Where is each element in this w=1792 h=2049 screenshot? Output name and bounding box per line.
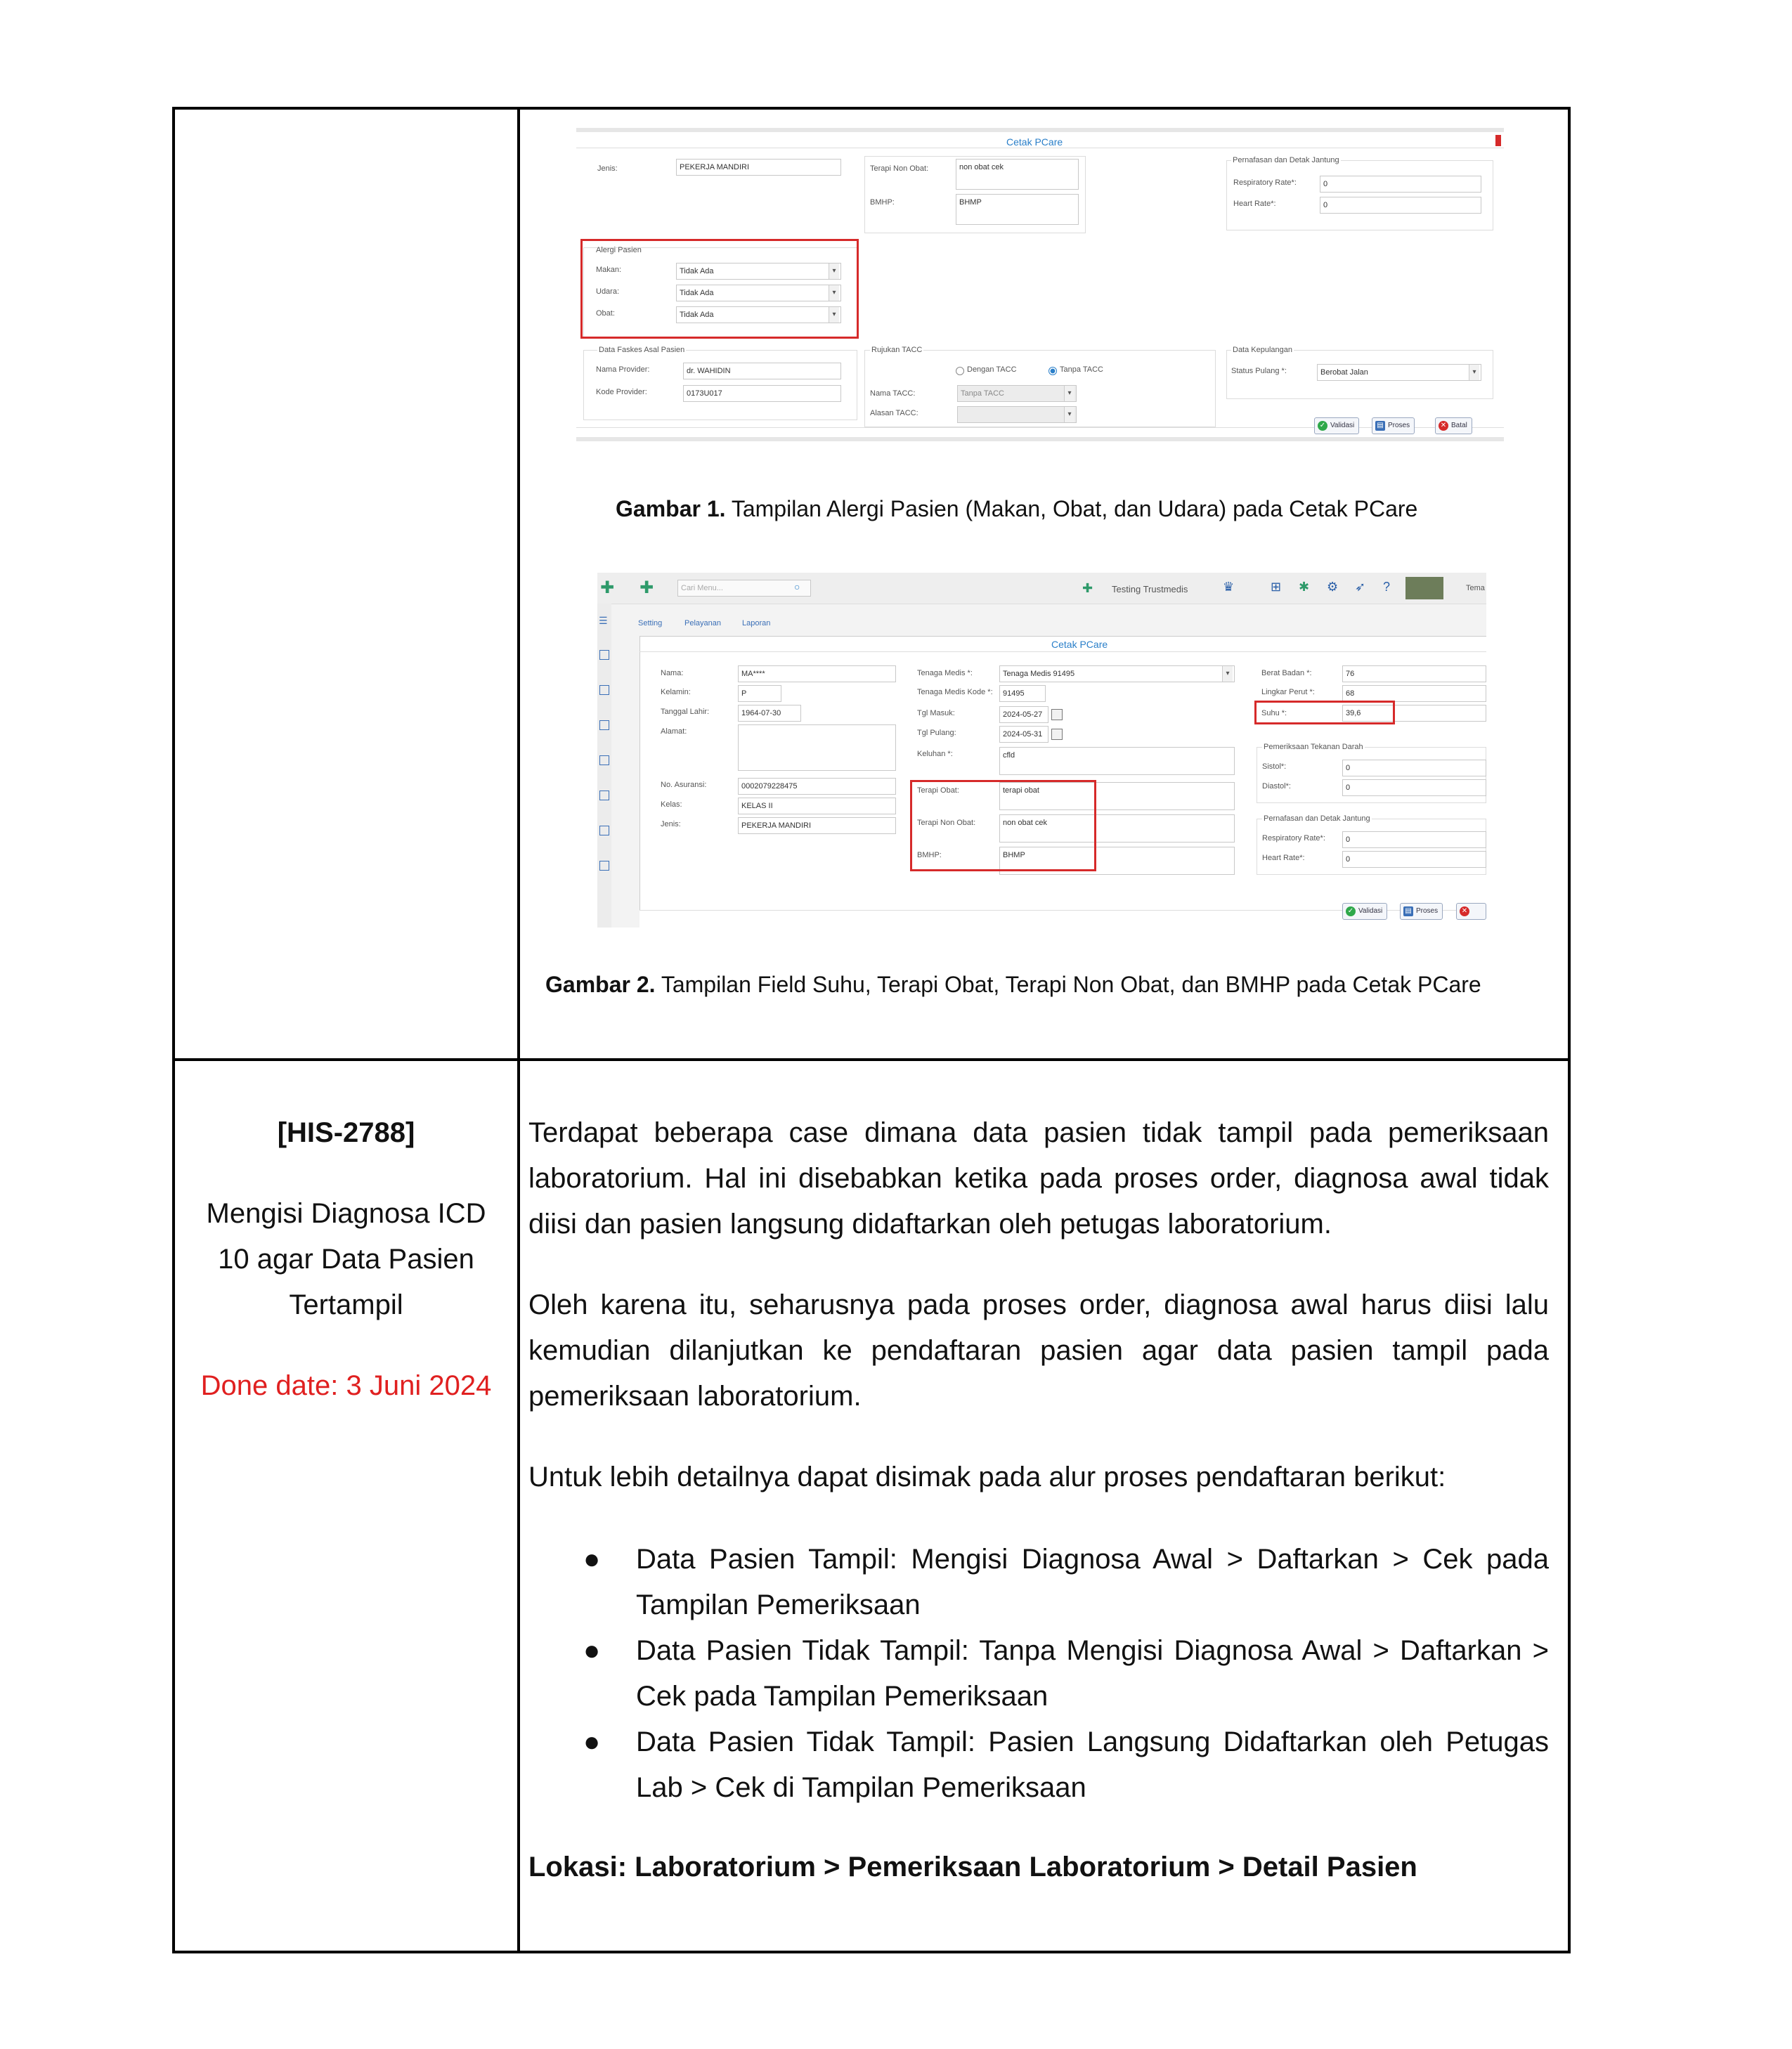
berat-label: Berat Badan *: — [1261, 669, 1312, 677]
pernafasan-group — [1226, 160, 1493, 230]
obat-label: Obat: — [596, 309, 615, 318]
app-logo-icon: ✚ — [600, 578, 615, 597]
user-name: Tema — [1466, 584, 1485, 592]
bullet-item-2: Data Pasien Tidak Tampil: Tanpa Mengisi Diagnosa Awal > Daftarkan > Cek pada Tampilan Pemeriksaan — [636, 1635, 1549, 1712]
basket-icon[interactable]: ⊞ — [1271, 580, 1282, 594]
kelas-label: Kelas: — [661, 800, 682, 809]
kelamin-field[interactable]: P — [738, 685, 781, 702]
search-input[interactable]: Cari Menu... — [677, 580, 811, 597]
ticket-title-line-3: Tertampil — [289, 1289, 403, 1320]
alasan-tacc-label: Alasan TACC: — [870, 409, 918, 417]
sidebar-icon-2[interactable] — [599, 685, 609, 695]
heart-field[interactable]: 0 — [1342, 851, 1486, 868]
udara-select[interactable]: Tidak Ada ▾ — [676, 285, 841, 301]
sidebar-icon-5[interactable] — [599, 791, 609, 800]
proses-button[interactable]: ▤ Proses — [1372, 417, 1415, 434]
lingkar-label: Lingkar Perut *: — [1261, 688, 1315, 696]
org-name: Testing Trustmedis — [1112, 584, 1188, 594]
sidebar-icon-4[interactable] — [599, 755, 609, 765]
nama-label: Nama: — [661, 669, 684, 677]
bullet-dot: ● — [583, 1726, 601, 1757]
tenaga-medis-label: Tenaga Medis *: — [917, 669, 973, 677]
alamat-label: Alamat: — [661, 727, 687, 736]
printer-icon: ▤ — [1375, 421, 1385, 431]
heart-field[interactable]: 0 — [1320, 197, 1481, 214]
terapi-non-obat-field[interactable]: non obat cek — [956, 159, 1079, 190]
kepulangan-legend: Data Kepulangan — [1233, 346, 1293, 354]
tanpa-tacc-label: Tanpa TACC — [1060, 365, 1103, 374]
calendar-icon[interactable] — [1051, 709, 1063, 720]
bullet-dot: ● — [583, 1635, 601, 1666]
bmhp-label: BMHP: — [870, 198, 895, 207]
jenis-label: Jenis: — [661, 820, 681, 828]
terapi-obat-label: Terapi Obat: — [917, 786, 959, 795]
alamat-field[interactable] — [738, 724, 896, 771]
calendar-icon[interactable] — [1051, 729, 1063, 740]
resp-field[interactable]: 0 — [1320, 176, 1481, 193]
gear-icon[interactable]: ⚙ — [1327, 580, 1339, 594]
tgl-pulang-label: Tgl Pulang: — [917, 729, 956, 737]
rocket-icon[interactable]: ➶ — [1355, 580, 1366, 594]
no-asuransi-field[interactable]: 0002079228475 — [738, 778, 896, 795]
jenis-field[interactable]: PEKERJA MANDIRI — [676, 159, 841, 176]
org-icon: ✚ — [1082, 581, 1093, 595]
batal-button[interactable]: ✕ Batal — [1435, 417, 1472, 434]
plus-icon[interactable]: ✚ — [639, 578, 654, 597]
bullet-dot: ● — [583, 1544, 601, 1575]
kelas-field[interactable]: KELAS II — [738, 798, 896, 814]
menu-icon[interactable]: ☰ — [599, 615, 608, 626]
figure-2-screenshot — [597, 573, 1486, 928]
pernafasan-legend: Pernafasan dan Detak Jantung — [1264, 814, 1370, 823]
figure-1-screenshot — [576, 128, 1504, 444]
alergi-legend: Alergi Pasien — [596, 246, 642, 254]
validasi-button[interactable]: ✓ Validasi — [1342, 903, 1387, 920]
radio-tanpa-tacc[interactable] — [1048, 367, 1057, 375]
dialog-title: Cetak PCare — [1051, 639, 1108, 650]
sidebar-icon-3[interactable] — [599, 720, 609, 730]
help-icon[interactable]: ? — [1383, 580, 1391, 594]
printer-icon: ▤ — [1403, 906, 1413, 916]
jenis-label: Jenis: — [597, 164, 618, 173]
lingkar-field[interactable]: 68 — [1342, 685, 1486, 702]
cancel-icon: ✕ — [1439, 421, 1448, 431]
berat-field[interactable]: 76 — [1342, 665, 1486, 682]
dengan-tacc-label: Dengan TACC — [967, 365, 1017, 374]
nama-field[interactable]: MA**** — [738, 665, 896, 682]
ticket-title-line-1: Mengisi Diagnosa ICD — [206, 1198, 486, 1229]
bmhp-label: BMHP: — [917, 851, 942, 859]
keluhan-field[interactable]: cfld — [999, 747, 1235, 775]
paragraph-2: Oleh karena itu, seharusnya pada proses order, diagnosa awal harus diisi lalu kemudian dilanjutkan ke pendaftaran pasien agar data pasien tampil pada pemeriksaan laboratorium. — [528, 1289, 1549, 1412]
nama-tacc-label: Nama TACC: — [870, 389, 916, 398]
pernafasan-legend: Pernafasan dan Detak Jantung — [1233, 156, 1339, 164]
resp-label: Respiratory Rate*: — [1262, 834, 1325, 843]
menu-laporan[interactable]: Laporan — [742, 619, 771, 627]
ticket-title-line-2: 10 agar Data Pasien — [218, 1244, 474, 1275]
sidebar-icon-1[interactable] — [599, 650, 609, 660]
close-icon[interactable] — [1495, 135, 1501, 146]
sistol-label: Sistol*: — [1262, 762, 1287, 771]
resp-field[interactable]: 0 — [1342, 831, 1486, 848]
rujukan-legend: Rujukan TACC — [871, 346, 923, 354]
keluhan-label: Keluhan *: — [917, 750, 953, 758]
sidebar-icon-7[interactable] — [599, 861, 609, 871]
highlight-terapi — [910, 780, 1096, 871]
sidebar-icon-6[interactable] — [599, 826, 609, 835]
dialog-title: Cetak PCare — [1006, 136, 1063, 148]
check-icon: ✓ — [1318, 421, 1327, 431]
puzzle-icon[interactable]: ✱ — [1299, 580, 1310, 594]
radio-dengan-tacc[interactable] — [956, 367, 964, 375]
terapi-non-obat-label: Terapi Non Obat: — [870, 164, 929, 173]
terapi-obat-field[interactable]: terapi obat — [999, 782, 1235, 810]
tgl-lahir-field[interactable]: 1964-07-30 — [738, 705, 801, 722]
menu-setting[interactable]: Setting — [638, 619, 663, 627]
validasi-button[interactable]: ✓ Validasi — [1314, 417, 1359, 434]
menu-pelayanan[interactable]: Pelayanan — [684, 619, 721, 627]
tenaga-medis-kode-field[interactable]: 91495 — [999, 685, 1046, 702]
cancel-icon: ✕ — [1460, 906, 1469, 916]
udara-label: Udara: — [596, 287, 620, 296]
lokasi-text: Lokasi: Laboratorium > Pemeriksaan Laboratorium > Detail Pasien — [528, 1852, 1417, 1882]
heart-label: Heart Rate*: — [1262, 854, 1305, 862]
status-pulang-label: Status Pulang *: — [1231, 367, 1287, 375]
status-pulang-select[interactable]: Berobat Jalan ▾ — [1317, 364, 1481, 381]
bmhp-field[interactable]: BHMP — [956, 194, 1079, 225]
suhu-label: Suhu *: — [1261, 709, 1287, 717]
crown-icon[interactable]: ♛ — [1223, 580, 1235, 594]
faskes-legend: Data Faskes Asal Pasien — [599, 346, 685, 354]
diastol-field[interactable]: 0 — [1342, 779, 1486, 796]
tenaga-medis-kode-label: Tenaga Medis Kode *: — [917, 688, 993, 696]
tekanan-legend: Pemeriksaan Tekanan Darah — [1264, 743, 1363, 751]
alasan-tacc-select[interactable] — [957, 406, 1077, 423]
check-icon: ✓ — [1346, 906, 1356, 916]
caption-figure-1: Gambar 1. Tampilan Alergi Pasien (Makan, Obat, dan Udara) pada Cetak PCare — [616, 496, 1418, 521]
avatar[interactable] — [1405, 577, 1443, 599]
bullet-item-3: Data Pasien Tidak Tampil: Pasien Langsung Didaftarkan oleh Petugas Lab > Cek di Tampilan Pemeriksaan — [636, 1726, 1549, 1803]
jenis-field[interactable]: PEKERJA MANDIRI — [738, 817, 896, 834]
nama-provider-label: Nama Provider: — [596, 365, 650, 374]
bmhp-field[interactable]: BHMP — [999, 847, 1235, 875]
kelamin-label: Kelamin: — [661, 688, 691, 696]
makan-select[interactable]: Tidak Ada ▾ — [676, 263, 841, 280]
paragraph-3: Untuk lebih detailnya dapat disimak pada alur proses pendaftaran berikut: — [528, 1462, 1446, 1492]
diastol-label: Diastol*: — [1262, 782, 1291, 791]
suhu-field[interactable]: 39,6 — [1342, 705, 1486, 722]
tgl-masuk-label: Tgl Masuk: — [917, 709, 955, 717]
tgl-masuk-field[interactable]: 2024-05-27 — [999, 706, 1048, 723]
makan-label: Makan: — [596, 266, 622, 274]
nama-provider-field[interactable]: dr. WAHIDIN — [683, 363, 841, 379]
tgl-lahir-label: Tanggal Lahir: — [661, 708, 710, 716]
paragraph-1: Terdapat beberapa case dimana data pasien tidak tampil pada pemeriksaan laboratorium. Hal ini disebabkan ketika pada proses order, diagnosa awal tidak diisi dan pasien langsung didaftarkan oleh petugas laboratorium. — [528, 1117, 1549, 1240]
caption-figure-2: Gambar 2. Tampilan Field Suhu, Terapi Obat, Terapi Non Obat, dan BMHP pada Cetak PCare — [545, 972, 1481, 997]
terapi-non-obat-field[interactable]: non obat cek — [999, 814, 1235, 843]
tenaga-medis-select[interactable]: Tenaga Medis 91495 ▾ — [999, 665, 1235, 682]
resp-label: Respiratory Rate*: — [1233, 178, 1297, 187]
terapi-non-obat-label: Terapi Non Obat: — [917, 819, 976, 827]
kode-provider-label: Kode Provider: — [596, 388, 647, 396]
column-divider — [517, 110, 520, 1951]
tgl-pulang-field[interactable]: 2024-05-31 — [999, 726, 1048, 743]
heart-label: Heart Rate*: — [1233, 200, 1276, 208]
batal-button[interactable] — [1456, 903, 1486, 920]
proses-button[interactable]: ▤ Proses — [1400, 903, 1443, 920]
done-date: Done date: 3 Juni 2024 — [200, 1370, 492, 1401]
kode-provider-field[interactable]: 0173U017 — [683, 385, 841, 402]
search-icon[interactable]: ○ — [794, 581, 800, 592]
ticket-id: [HIS-2788] — [277, 1117, 415, 1148]
row-divider — [175, 1058, 1568, 1061]
obat-select[interactable]: Tidak Ada ▾ — [676, 306, 841, 323]
nama-tacc-select[interactable]: Tanpa TACC ▾ — [957, 385, 1077, 402]
sistol-field[interactable]: 0 — [1342, 760, 1486, 776]
highlight-suhu — [1254, 701, 1395, 724]
bullet-item-1: Data Pasien Tampil: Mengisi Diagnosa Awal > Daftarkan > Cek pada Tampilan Pemeriksaan — [636, 1544, 1549, 1620]
highlight-alergi — [580, 239, 859, 339]
no-asuransi-label: No. Asuransi: — [661, 781, 707, 789]
